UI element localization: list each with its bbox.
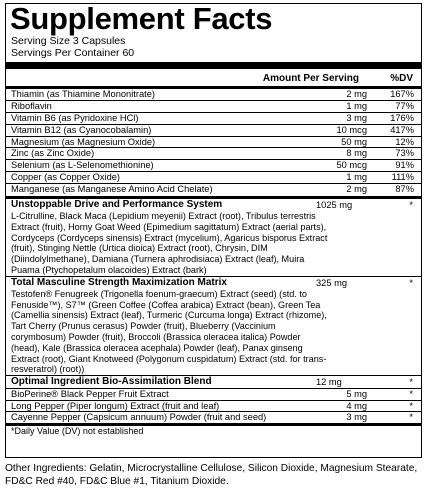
nutrient-row <box>6 160 421 172</box>
sub-item-name: Long Pepper (Piper longum) Extract (fruit and leaf) <box>11 400 220 411</box>
sub-item-dv: * <box>409 412 413 423</box>
blend-masculine-strength <box>6 277 421 376</box>
sub-item-name: BioPerine® Black Pepper Fruit Extract <box>11 389 169 400</box>
nutrient-amount: 50 mg <box>341 136 367 147</box>
nutrient-amount: 2 mg <box>346 89 367 99</box>
sub-item-amount: 4 mg <box>346 400 367 411</box>
nutrient-dv: 111% <box>391 172 414 183</box>
nutrient-amount: 1 mg <box>346 100 367 111</box>
servings-per-container: Servings Per Container 60 <box>11 47 135 59</box>
nutrient-row <box>6 113 421 125</box>
nutrient-name: Copper (as Copper Oxide) <box>11 172 121 183</box>
blend-amount: 1025 mg <box>316 200 353 211</box>
supplement-facts-label <box>5 3 422 458</box>
nutrient-amount: 10 mcg <box>336 124 367 135</box>
nutrient-row <box>6 148 421 160</box>
serving-size: Serving Size 3 Capsules <box>11 35 126 47</box>
blend-ingredients: L-Citrulline, Black Maca (Lepidium meyenii) Extract (root), Tribulus terrestris Extract (fruit), Horny Goat Weed (Epimedium sagittatum) Extract (aerial parts), Cordyceps (Cordyceps sinensis) Extract (mycelium), Agaricus bisporus Extract (fruit), Stinging Nettle (Urtica dioica) Extract (root), Chrysin, DIM (Diindolylmethane), Damiana (Turnera aphrodisiaca) Extract (leaf), Muira Puama (Ptychopetalum olacoides) Extract (bark) <box>11 211 328 275</box>
nutrient-row <box>6 137 421 149</box>
blend-sub-item <box>6 411 421 423</box>
nutrient-dv: 12% <box>395 136 414 147</box>
column-header <box>6 69 421 86</box>
nutrient-amount: 8 mg <box>346 148 367 159</box>
nutrient-dv: 167% <box>390 89 414 99</box>
nutrient-amount: 2 mg <box>346 184 367 195</box>
nutrient-list <box>6 89 421 196</box>
blend-dv: * <box>409 377 413 388</box>
nutrient-dv: 87% <box>395 184 414 195</box>
nutrient-name: Zinc (as Zinc Oxide) <box>11 148 95 159</box>
blend-ingredients: Testofen® Fenugreek (Trigonella foenum-graecum) Extract (seed) (std. to Fenuside™), S7™ (Green Coffee (Coffea arabica) Extract (bean), Green Tea (Camellia sinensis) Extract (leaf), Turmeric (Curcuma longa) Extract (rhizome), Tart Cherry (Prunus cerasus) Powder (fruit), Blueberry (Vaccinium corymbosum) Powder (fruit), Broccoli (Brassica oleracea italica) Powder (head), Kale (Brassica oleracea acephala) Powder (leaf), Panax ginseng Extract (root), Giant Knotweed (Polygonum cuspidatum) Extract (std. for trans-resveratrol) (root)) <box>11 288 327 375</box>
blend-dv: * <box>409 277 413 288</box>
nutrient-amount: 1 mg <box>346 172 367 183</box>
nutrient-row <box>6 172 421 184</box>
nutrient-amount: 50 mcg <box>336 160 367 171</box>
blend-name: Optimal Ingredient Bio-Assimilation Blend <box>11 376 212 388</box>
blend-drive-performance <box>6 199 421 277</box>
nutrient-name: Magnesium (as Magnesium Oxide) <box>11 136 156 147</box>
amount-header: Amount Per Serving <box>262 73 359 84</box>
blend-name: Total Masculine Strength Maximization Matrix <box>11 276 227 288</box>
label-title: Supplement Facts <box>10 1 273 36</box>
nutrient-row <box>6 125 421 137</box>
blend-dv: * <box>409 200 413 211</box>
nutrient-dv: 77% <box>395 100 414 111</box>
nutrient-name: Vitamin B12 (as Cyanocobalamin) <box>11 124 152 135</box>
sub-item-amount: 5 mg <box>346 389 367 400</box>
nutrient-name: Thiamin (as Thiamine Mononitrate) <box>11 89 155 99</box>
sub-item-dv: * <box>409 400 413 411</box>
blend-header <box>6 376 421 388</box>
nutrient-dv: 73% <box>395 148 414 159</box>
nutrient-amount: 3 mg <box>346 112 367 123</box>
blend-header <box>6 277 421 289</box>
blend-sub-item <box>6 388 421 400</box>
nutrient-name: Selenium (as L-Selenomethionine) <box>11 160 154 171</box>
nutrient-name: Vitamin B6 (as Pyridoxine HCl) <box>11 112 139 123</box>
nutrient-name: Manganese (as Manganese Amino Acid Chelate) <box>11 184 213 195</box>
nutrient-name: Riboflavin <box>11 100 52 111</box>
nutrient-row <box>6 89 421 101</box>
thick-divider <box>6 62 421 69</box>
dv-footnote: *Daily Value (DV) not established <box>6 423 421 434</box>
nutrient-row <box>6 101 421 113</box>
blend-amount: 12 mg <box>316 377 342 388</box>
sub-item-amount: 3 mg <box>346 412 367 423</box>
nutrient-row <box>6 184 421 196</box>
blend-name: Unstoppable Drive and Performance System <box>11 199 223 211</box>
sub-item-dv: * <box>409 389 413 400</box>
blend-header <box>6 199 421 211</box>
blend-bio-assimilation <box>6 376 421 423</box>
nutrient-dv: 91% <box>395 160 414 171</box>
sub-item-name: Cayenne Pepper (Capsicum annuum) Powder (fruit and seed) <box>11 412 267 423</box>
blend-amount: 325 mg <box>316 277 348 288</box>
other-ingredients: Other Ingredients: Gelatin, Microcrystalline Cellulose, Silicon Dioxide, Magnesium Stearate, FD&C Red #40, FD&C Blue #1, Titanium Dioxide. <box>5 463 418 487</box>
dv-header: %DV <box>390 73 413 84</box>
blend-sub-item <box>6 400 421 412</box>
nutrient-dv: 417% <box>390 124 414 135</box>
nutrient-dv: 176% <box>390 112 414 123</box>
